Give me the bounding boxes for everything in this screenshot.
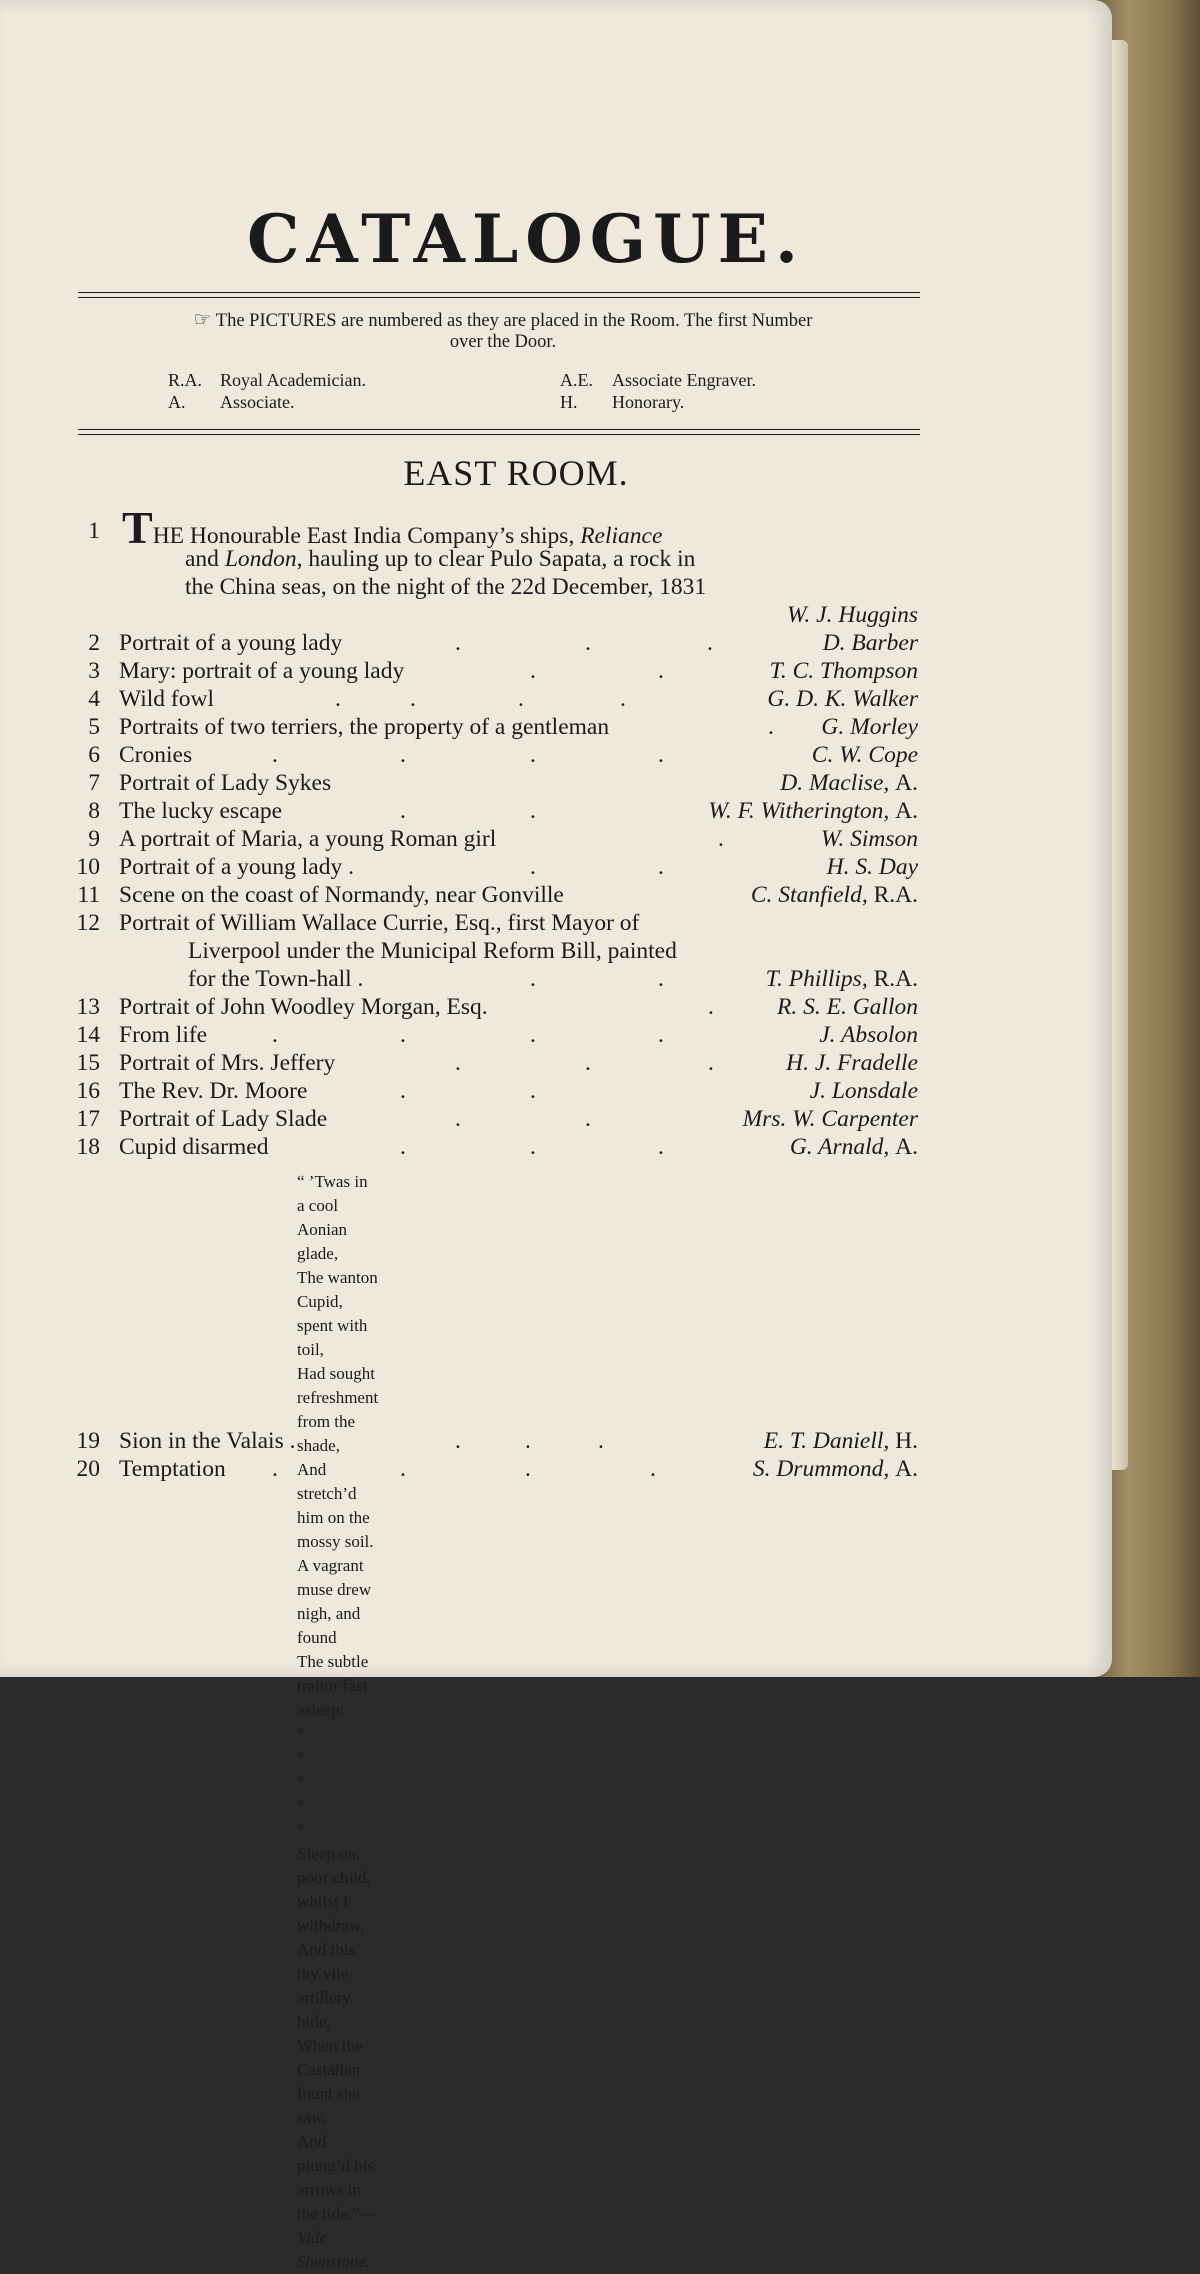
entry-row: 3 Mary: portrait of a young lady . . T. C. Thompson xyxy=(88,658,918,684)
abbreviation-ae: A.E. Associate Engraver. xyxy=(560,370,756,390)
poem-line: Had sought refreshment from the shade, xyxy=(297,1364,379,1455)
entry-row-continued: Liverpool under the Municipal Reform Bill, painted xyxy=(188,938,677,964)
poem-line: “ ’Twas in a cool Aonian glade, xyxy=(297,1172,368,1263)
entry-row: 18 Cupid disarmed . . . G. Arnald, A. xyxy=(76,1134,918,1160)
entry-row: 17 Portrait of Lady Slade . . Mrs. W. Carpenter xyxy=(76,1106,918,1132)
artist-name: C. Stanfield, R.A. xyxy=(750,882,918,908)
abbreviation-h: H. Honorary. xyxy=(560,392,685,412)
artist-name: R. S. E. Gallon xyxy=(777,994,918,1020)
artist-name: D. Maclise, A. xyxy=(780,770,918,796)
entry-row-continued: and London, hauling up to clear Pulo Sapata, a rock in xyxy=(185,546,696,572)
entry-row: 2 Portrait of a young lady . . . D. Barber xyxy=(88,630,918,656)
top-rule-thin xyxy=(78,297,920,298)
mid-rule xyxy=(78,429,920,430)
poem-line: A vagrant muse drew nigh, and found xyxy=(297,1556,372,1647)
artist-name: J. Absolon xyxy=(819,1022,918,1048)
artist-name: G. Arnald, A. xyxy=(789,1134,918,1160)
entry-row: 7 Portrait of Lady Sykes D. Maclise, A. xyxy=(88,770,918,796)
abbreviation-a: A. Associate. xyxy=(168,392,295,412)
artist-name: W. Simson xyxy=(820,826,918,852)
entry-row: 1 THE Honourable East India Company’s ships, Reliance xyxy=(88,502,663,553)
artist-name: H. J. Fradelle xyxy=(786,1050,918,1076)
artist-name: G. D. K. Walker xyxy=(767,686,918,712)
top-rule xyxy=(78,292,920,293)
poem-attribution: Vide Shenstone. xyxy=(297,2228,371,2271)
entry-row: 11 Scene on the coast of Normandy, near Gonville C. Stanfield, R.A. xyxy=(77,882,918,908)
numbering-notice xyxy=(78,310,928,353)
entry-row: 5 Portraits of two terriers, the property of a gentleman . G. Morley xyxy=(88,714,918,740)
page-title: CATALOGUE. xyxy=(247,200,805,278)
artist-name: C. W. Cope xyxy=(811,742,918,768)
artist-name: T. Phillips, R.A. xyxy=(765,966,918,992)
poem-line: And stretch’d him on the mossy soil. xyxy=(297,1460,374,1551)
artist-name: E. T. Daniell, H. xyxy=(763,1428,918,1454)
poem-line: The subtle traitor fast asleep: xyxy=(297,1652,369,1719)
poem-line: And plung’d his arrows in the tide.”—Vide Shenstone. xyxy=(297,2132,377,2271)
entry-row-continued: the China seas, on the night of the 22d December, 1831 xyxy=(185,574,707,600)
entry-row: 14 From life . . . . J. Absolon xyxy=(76,1022,918,1048)
entry-row: 20 Temptation . . . . S. Drummond, A. xyxy=(76,1456,918,1482)
room-heading: EAST ROOM. xyxy=(403,453,629,493)
poem-line: And this thy vile artillery hide, xyxy=(297,1940,356,2031)
entry-row: 13 Portrait of John Woodley Morgan, Esq. . R. S. E. Gallon xyxy=(76,994,918,1020)
poem-line: When the Castalian fount she saw, xyxy=(297,2036,363,2127)
artist-name: Mrs. W. Carpenter xyxy=(742,1106,918,1132)
notice-line-1: The PICTURES are numbered as they are placed in the Room. The first Number xyxy=(215,311,813,331)
entry-row: 15 Portrait of Mrs. Jeffery . . . H. J. Fradelle xyxy=(76,1050,918,1076)
artist-name: J. Lonsdale xyxy=(809,1078,918,1104)
mid-rule-thin xyxy=(78,434,920,435)
pointing-hand-icon: ☞ xyxy=(193,309,212,331)
entry-row: 10 Portrait of a young lady . . . H. S. Day xyxy=(76,854,918,880)
entry-row-continued: for the Town-hall . . . T. Phillips, R.A. xyxy=(188,966,918,992)
entry-row: 8 The lucky escape . . W. F. Witherington, A. xyxy=(88,798,918,824)
entry-row: 16 The Rev. Dr. Moore . . J. Lonsdale xyxy=(76,1078,918,1104)
poem-line: The wanton Cupid, spent with toil, xyxy=(297,1268,378,1359)
entry-row: 19 Sion in the Valais . . . . E. T. Daniell, H. xyxy=(76,1428,918,1454)
artist-name: W. J. Huggins xyxy=(787,602,918,628)
entry-row: 9 A portrait of Maria, a young Roman girl . W. Simson xyxy=(88,826,918,852)
poem-line: Sleep on, poor child, whilst I withdraw, xyxy=(297,1844,371,1935)
artist-name: S. Drummond, A. xyxy=(752,1456,918,1482)
notice-line-2: over the Door. xyxy=(449,332,557,352)
entry-row: 4 Wild fowl . . . . G. D. K. Walker xyxy=(88,686,918,712)
artist-name: D. Barber xyxy=(822,630,918,656)
abbreviation-ra: R.A. Royal Academician. xyxy=(168,370,366,390)
quoted-poem xyxy=(297,1170,378,2274)
artist-name: G. Morley xyxy=(821,714,918,740)
artist-name: H. S. Day xyxy=(826,854,918,880)
poem-ellipsis-stars: ***** xyxy=(297,1724,306,1839)
artist-name: W. F. Witherington, A. xyxy=(708,798,918,824)
entry-row: 12 Portrait of William Wallace Currie, Esq., first Mayor of xyxy=(76,910,640,936)
artist-name: T. C. Thompson xyxy=(769,658,918,684)
entry-row-artist xyxy=(0,602,1112,632)
entry-row: 6 Cronies . . . . C. W. Cope xyxy=(88,742,918,768)
